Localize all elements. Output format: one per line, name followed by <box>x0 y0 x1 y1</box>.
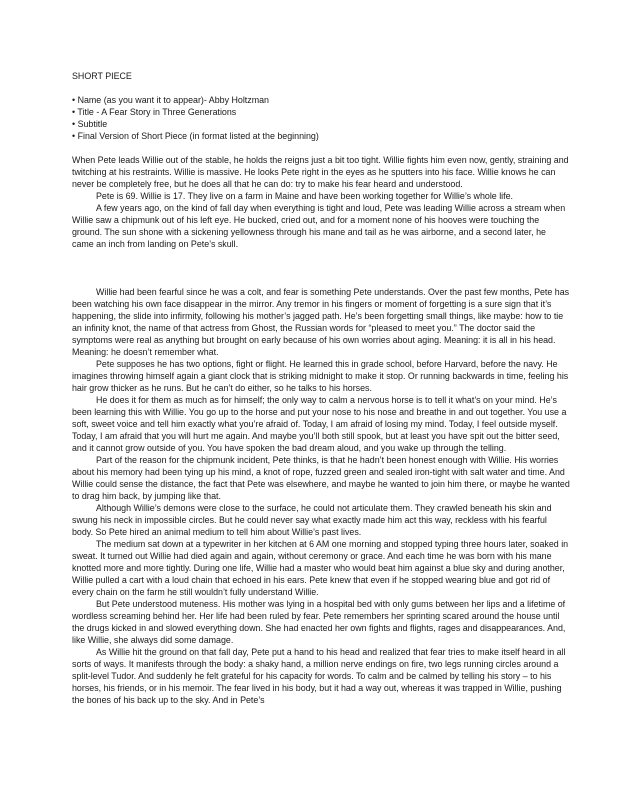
checklist-item: • Name (as you want it to appear)- Abby Holtzman <box>72 95 269 105</box>
section-break <box>72 250 570 286</box>
checklist-item: • Subtitle <box>72 119 108 129</box>
submission-checklist <box>72 94 570 142</box>
checklist-item: • Final Version of Short Piece (in format listed at the beginning) <box>72 131 319 141</box>
paragraph: As Willie hit the ground on that fall day, Pete put a hand to his head and realized that fear tries to make itself heard in all sorts of ways. It manifests through the body: a shaky hand, a million nerve endings on fire, two legs running circles around a split-level Tudor. And suddenly he felt grateful for his capacity for words. To calm and be calmed by telling his story – to his horses, his friends, or in his memoir. The fear lived in his body, but it had a way out, whereas it was trapped in Willie, pushing the bones of his back up to the sky. And in Pete’s <box>72 647 566 705</box>
paragraph: Pete supposes he has two options, fight or flight. He learned this in grade school, before Harvard, before the navy. He imagines throwing himself again a giant clock that is striking midnight to make it stop. Or running backwards in time, feeling his hair grow thicker as he runs. But he can’t do either, so he talks to his horses. <box>72 359 569 393</box>
checklist-item: • Title - A Fear Story in Three Generations <box>72 107 237 117</box>
paragraph: Although Willie’s demons were close to the surface, he could not articulate them. They crawled beneath his skin and swung his neck in impossible circles. But he could never say what exactly made him act this way, reckless with his fearful body. So Pete hired an animal medium to tell him about Willie’s past lives. <box>72 503 552 537</box>
document-heading: SHORT PIECE <box>72 71 132 81</box>
paragraph: He does it for them as much as for himself; the only way to calm a nervous horse is to tell it what’s on your mind. He’s been learning this with Willie. You go up to the horse and put your nose to his nose and breathe in and out together. You use a soft, sweet voice and tell him exactly what you’re afraid of. Today, I am afraid of losing my mind. Today, I feel outside myself. Today, I am afraid that you will hurt me again. And maybe you’ll both still spook, but at least you have spit out the bitter seed, and it cannot grow outside of you. You have spoken the bad dream aloud, and you wake up through the telling. <box>72 395 567 453</box>
paragraph: When Pete leads Willie out of the stable, he holds the reigns just a bit too tight. Willie fights him even now, gently, straining and twitching at his restraints. Willie is massive. He looks Pete right in the eyes as he sputters into his face. Willie knows he can never be completely free, but he does all that he can do: try to make his fear heard and understood. <box>72 155 569 189</box>
paragraph: Willie had been fearful since he was a colt, and fear is something Pete understands. Over the past few months, Pete has been watching his own face disappear in the mirror. Any tremor in his fingers or moment of forgetting is a sure sign that it’s happening, the slide into infirmity, following his mother’s jagged path. He’s been forgetting small things, like maybe: how to tie an infinity knot, the name of that actress from Ghost, the Russian words for “pleased to meet you.” The doctor said the symptoms were real as anything but brought on early because of his own worries about aging. Meaning: it is all in his head. Meaning: he doesn’t remember what. <box>72 287 570 357</box>
paragraph: A few years ago, on the kind of fall day when everything is tight and loud, Pete was leading Willie across a stream when Willie saw a chipmunk out of his left eye. He bucked, cried out, and for a moment none of his hooves were touching the ground. The sun shone with a sickening yellowness through his mane and tail as he was airborne, and a second later, he came an inch from landing on Pete’s skull. <box>72 203 566 249</box>
paragraph: The medium sat down at a typewriter in her kitchen at 6 AM one morning and stopped typing three hours later, soaked in sweat. It turned out Willie had died again and again, without ceremony or grace. And each time he was born with his mane knotted more and more tightly. During one life, Willie had a master who would beat him against a blue sky and during another, Willie pulled a cart with a loud chain that echoed in his ears. Pete knew that even if he stopped wearing blue and got rid of every chain on the farm he still wouldn’t fully understand Willie. <box>72 539 569 597</box>
paragraph: Part of the reason for the chipmunk incident, Pete thinks, is that he hadn’t been honest enough with Willie. His worries about his memory had been tying up his mind, a knot of rope, fuzzed green and sealed iron-tight with salt water and time. And Willie could sense the distance, the fact that Pete was elsewhere, and maybe he wanted to join him there, or maybe he wanted to drag him back, by jumping like that. <box>72 455 570 501</box>
paragraph: Pete is 69. Willie is 17. They live on a farm in Maine and have been working together for Willie’s whole life. <box>96 191 514 201</box>
paragraph: But Pete understood muteness. His mother was lying in a hospital bed with only gums between her lips and a lifetime of wordless screaming behind her. Her life had been ruled by fear. Pete remembers her sprinting scared around the house until the drugs kicked in and slowed everything down. She had enacted her own fights and flights, rages and disappearances. And, like Willie, she always did some damage. <box>72 599 566 645</box>
